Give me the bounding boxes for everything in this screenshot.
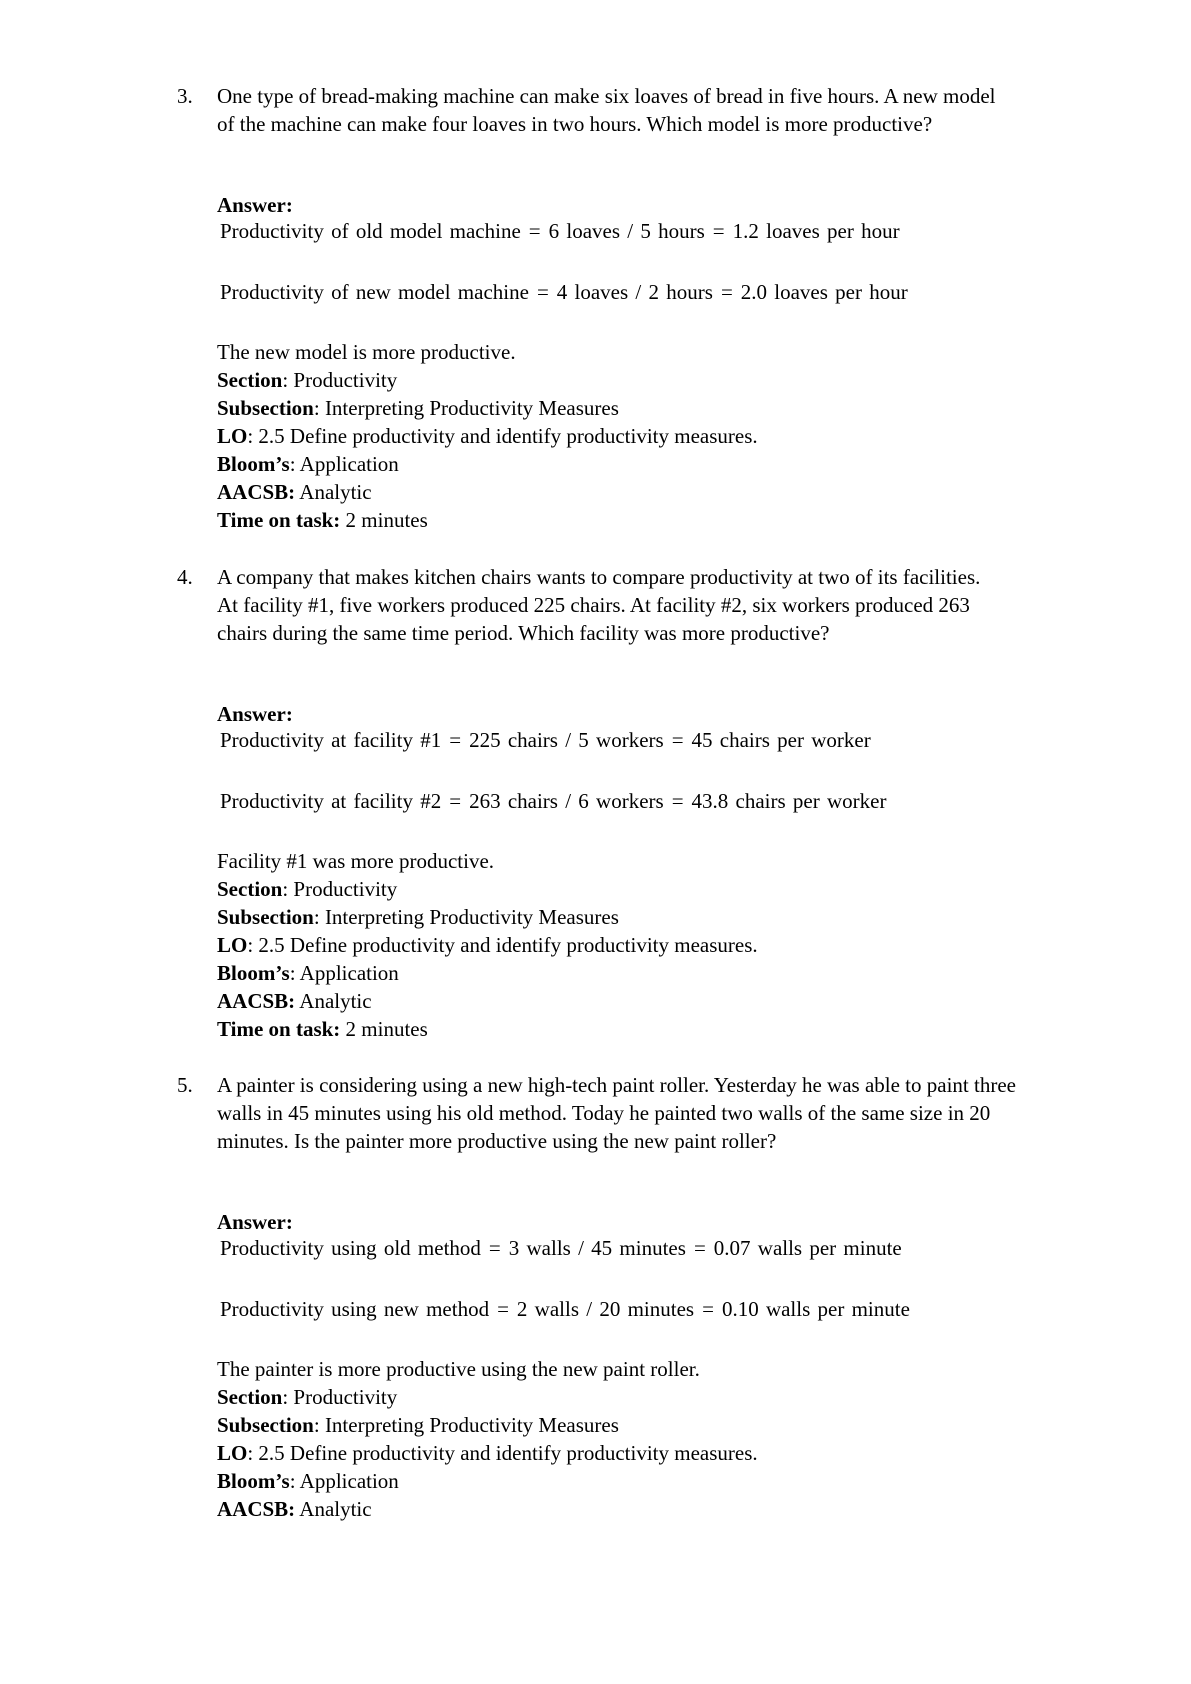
blooms-line: Bloom’s: Application (217, 1469, 399, 1493)
lo-line: LO: 2.5 Define productivity and identify productivity measures. (217, 933, 758, 957)
question-number: 4. (177, 565, 193, 589)
subsection-line: Subsection: Interpreting Productivity Measures (217, 1413, 619, 1437)
answer-label: Answer: (217, 193, 293, 217)
equation-2: Productivity at facility #2 = 263 chairs / 6 workers = 43.8 chairs per worker (220, 789, 887, 813)
time-line: Time on task: 2 minutes (217, 508, 428, 532)
question-number: 5. (177, 1073, 193, 1097)
answer-metadata (217, 1355, 758, 1523)
equation-1: Productivity of old model machine = 6 loaves / 5 hours = 1.2 loaves per hour (220, 219, 900, 243)
equation-1: Productivity using old method = 3 walls / 45 minutes = 0.07 walls per minute (220, 1236, 902, 1260)
answer-label: Answer: (217, 1210, 293, 1234)
aacsb-line: AACSB: Analytic (217, 989, 372, 1013)
blooms-line: Bloom’s: Application (217, 452, 399, 476)
aacsb-line: AACSB: Analytic (217, 1497, 372, 1521)
aacsb-line: AACSB: Analytic (217, 480, 372, 504)
subsection-line: Subsection: Interpreting Productivity Measures (217, 905, 619, 929)
question-text: One type of bread-making machine can make six loaves of bread in five hours. A new model of the machine can make four loaves in two hours. Which model is more productive? (217, 84, 996, 136)
section-line: Section: Productivity (217, 368, 398, 392)
conclusion: The new model is more productive. (217, 340, 516, 364)
conclusion: The painter is more productive using the new paint roller. (217, 1357, 700, 1381)
equation-2: Productivity using new method = 2 walls / 20 minutes = 0.10 walls per minute (220, 1297, 910, 1321)
section-line: Section: Productivity (217, 877, 398, 901)
question-text: A company that makes kitchen chairs wants to compare productivity at two of its facilities. At facility #1, five workers produced 225 chairs. At facility #2, six workers produced 263 chairs during the same time period. Which facility was more productive? (217, 565, 981, 645)
conclusion: Facility #1 was more productive. (217, 849, 495, 873)
answer-label: Answer: (217, 702, 293, 726)
time-line: Time on task: 2 minutes (217, 1017, 428, 1041)
blooms-line: Bloom’s: Application (217, 961, 399, 985)
section-line: Section: Productivity (217, 1385, 398, 1409)
lo-line: LO: 2.5 Define productivity and identify productivity measures. (217, 1441, 758, 1465)
question-number: 3. (177, 84, 193, 108)
equation-1: Productivity at facility #1 = 225 chairs / 5 workers = 45 chairs per worker (220, 728, 871, 752)
lo-line: LO: 2.5 Define productivity and identify productivity measures. (217, 424, 758, 448)
answer-metadata (217, 338, 758, 534)
subsection-line: Subsection: Interpreting Productivity Measures (217, 396, 619, 420)
question-text: A painter is considering using a new high-tech paint roller. Yesterday he was able to paint three walls in 45 minutes using his old method. Today he painted two walls of the same size in 20 minutes. Is the painter more productive using the new paint roller? (217, 1073, 1016, 1153)
equation-2: Productivity of new model machine = 4 loaves / 2 hours = 2.0 loaves per hour (220, 280, 908, 304)
answer-metadata (217, 847, 758, 1043)
